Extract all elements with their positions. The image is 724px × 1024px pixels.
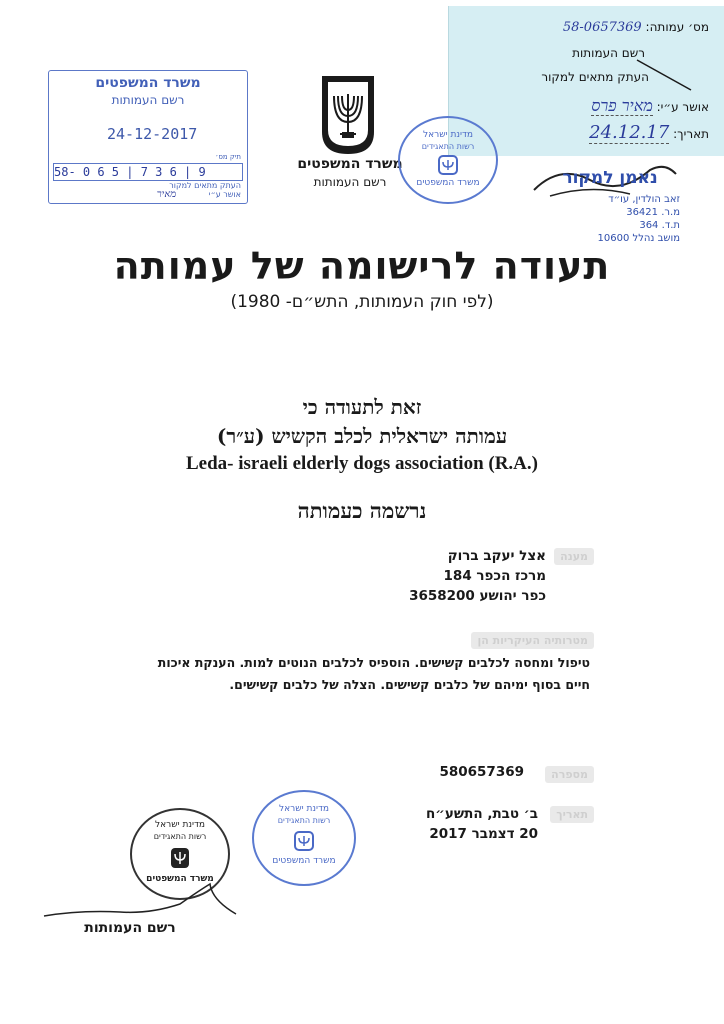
certify-line: זאת לתעודה כי (302, 395, 422, 419)
stamp-approved-row (157, 189, 241, 200)
date-label: תאריך (550, 806, 594, 823)
sticker-approved-row (591, 96, 709, 116)
registrar-date-stamp (48, 70, 248, 204)
stamp-file-number: 58- 0 6 5 | 7 3 6 | 9 (53, 163, 243, 181)
stamp-file-label: תיק מס׳ (215, 153, 241, 161)
footer-registrar: רשם העמותות (84, 920, 176, 936)
lawyer-license: מ.ר. 36421 (626, 207, 680, 218)
bottom-left-ring-top: מדינת ישראל (154, 820, 206, 830)
round-stamp-emblem-icon (436, 154, 460, 176)
registered-line: נרשמה כעמותה (297, 498, 427, 523)
org-name-hebrew: עמותה ישראלית לכלב הקשיש (ע״ר) (216, 424, 508, 448)
stamp-registrar: רשם העמותות (111, 93, 185, 107)
sticker-line1: רשם העמותות (572, 46, 645, 60)
bottom-right-emblem-icon (292, 830, 316, 852)
bottom-left-ring-bottom: משרד המשפטים (146, 874, 214, 884)
org-name-english: Leda- israeli elderly dogs association (R.A.) (185, 453, 538, 474)
document-title: תעודה לרישומה של עמותה (113, 244, 611, 288)
sticker-approved-label: אושר ע״י: (656, 100, 709, 114)
state-emblem-icon (318, 74, 378, 156)
bottom-right-ring-side: רשות התאגידים (277, 816, 331, 825)
lawyer-stamp-details (540, 193, 680, 245)
sticker-approved-value: מאיר פרס (591, 96, 653, 115)
lawyer-mailbox: ת.ד. 364 (639, 220, 680, 231)
address-line2: מרכז הכפר 184 (443, 568, 546, 584)
round-stamp-top-ring-side: רשות התאגידים (421, 142, 475, 151)
lawyer-address: מושב נהלל 10600 (597, 233, 680, 244)
sticker-number-value: 58-0657369 (562, 20, 642, 35)
round-stamp-bottom-right (252, 790, 356, 886)
number-label: מספרה (545, 766, 594, 783)
sticker-number-row (563, 20, 709, 35)
document-subtitle: (לפי חוק העמותות, התש״ם- 1980) (230, 292, 494, 312)
sticker-date-label: תאריך: (673, 127, 709, 141)
stamp-copy-label: העתק מתאים למקור (169, 181, 241, 190)
goals-text: טיפול ומחסה לכלבים קשישים. הוספיס לכלבים הנוטים למות. הענקת איכות חיים בסוף ימיהם של כלבים קשישים. הצלה של כלבים קשישים. (157, 655, 590, 692)
date-hebrew: ב׳ טבת, התשע״ח (426, 806, 538, 822)
stamp-approved-label: אושר ע״י (208, 190, 241, 199)
stamp-date: 24-12-2017 (107, 125, 198, 143)
sticker-date-row (589, 122, 709, 143)
pen-stroke-icon (635, 56, 695, 96)
bottom-left-ring-side: רשות התאגידים (153, 832, 207, 841)
lawyer-name: זאב הולדין, עו״ד (608, 194, 680, 205)
bottom-right-ring-bottom: משרד המשפטים (272, 856, 336, 866)
goals-label: מטרותיה העיקריות הן (471, 632, 594, 649)
registrar-signature-icon (40, 880, 240, 920)
sticker-line2: העתק מתאים למקור (541, 70, 649, 84)
header-ministry: משרד המשפטים (297, 156, 403, 172)
address-line3: כפר יהושע 3658200 (409, 588, 546, 604)
round-stamp-top-ring-bottom: משרד המשפטים (416, 178, 480, 188)
address-label: מענה (554, 548, 594, 565)
stamp-approved-value: מאיר (156, 189, 177, 200)
lawyer-stamp-title: נאמן למקור (562, 168, 658, 188)
sticker-number-label: מס׳ עמותה: (645, 20, 709, 34)
number-value: 580657369 (439, 764, 524, 780)
header-registrar: רשם העמותות (313, 175, 387, 189)
address-line1: אצל יעקב ברוק (447, 548, 546, 564)
date-block (426, 804, 538, 844)
bottom-right-ring-top: מדינת ישראל (278, 804, 330, 814)
sticker-date-value: 24.12.17 (589, 122, 670, 143)
date-gregorian: 20 דצמבר 2017 (429, 826, 538, 842)
address-block (409, 546, 546, 606)
round-stamp-top (398, 116, 498, 204)
bottom-left-emblem-icon (168, 846, 192, 870)
stamp-ministry: משרד המשפטים (95, 75, 201, 91)
round-stamp-top-ring-top: מדינת ישראל (422, 130, 474, 140)
